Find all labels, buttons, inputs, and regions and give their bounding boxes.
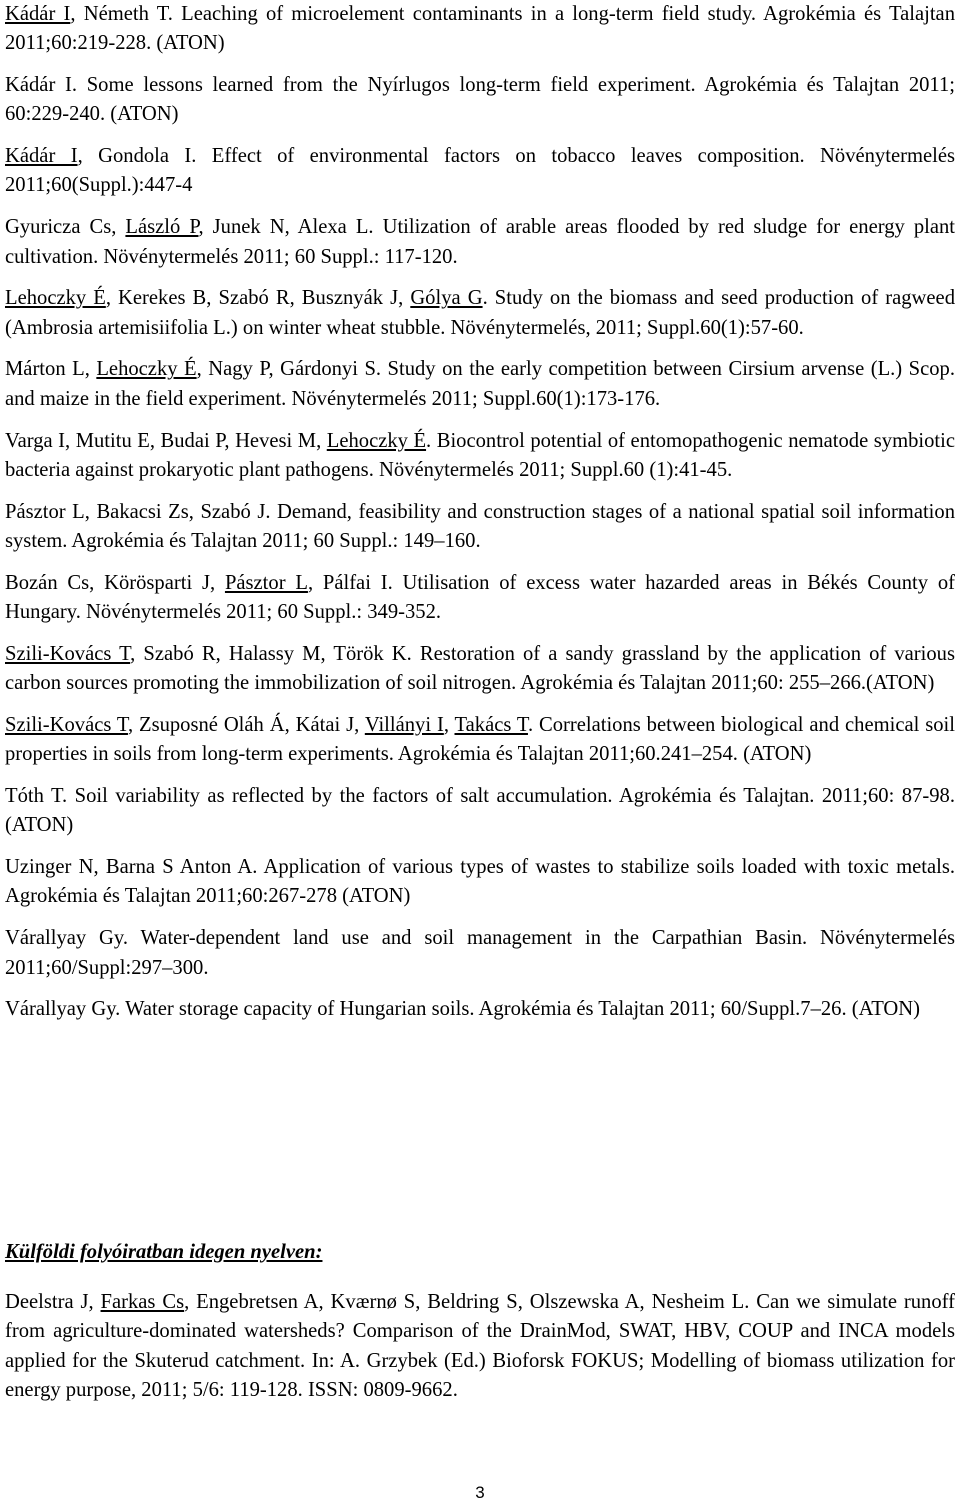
underlined-author: Villányi I — [364, 713, 444, 736]
reference-text: , Junek N, Alexa L. Utilization of arable areas flooded by red sludge for energy plant cultivation. Növénytermelés 2011; 60 Suppl.: 117-120. — [5, 216, 955, 268]
reference-text: Márton L, — [5, 358, 97, 381]
reference-text: , Engebretsen A, Kværnø S, Beldring S, Olszewska A, Nesheim L. Can we simulate runoff from agriculture-dominated watersheds? Comparison of the DrainMod, SWAT, HBV, COUP and INCA models applied for the Skuterud catchment. In: A. Grzybek (Ed.) Bioforsk FOKUS; Modelling of biomass utilization for energy purpose, 2011; 5/6: 119-128. ISSN: 0809-9662. — [5, 1291, 955, 1401]
reference-text: Pásztor L, Bakacsi Zs, Szabó J. Demand, feasibility and construction stages of a national spatial soil information system. Agrokémia és Talajtan 2011; 60 Suppl.: 149–160. — [5, 500, 955, 552]
reference-entry — [5, 995, 955, 1024]
reference-text: Kádár I. Some lessons learned from the Nyírlugos long-term field experiment. Agrokémia és Talajtan 2011; 60:229-240. (ATON) — [5, 74, 955, 126]
reference-text: , Nagy P, Gárdonyi S. Study on the early competition between Cirsium arvense (L.) Scop. and maize in the field experiment. Növénytermelés 2011; Suppl.60(1):173-176. — [5, 358, 955, 410]
reference-text: Várallyay Gy. Water-dependent land use and soil management in the Carpathian Basin. Növénytermelés 2011;60/Suppl:297–300. — [5, 927, 955, 979]
reference-entry — [5, 355, 955, 414]
reference-text: , Gondola I. Effect of environmental factors on tobacco leaves composition. Növénytermelés 2011;60(Suppl.):447-4 — [5, 145, 955, 197]
reference-text: , Kerekes B, Szabó R, Busznyák J, — [105, 287, 411, 310]
reference-entry — [5, 782, 955, 841]
reference-text: Deelstra J, — [5, 1291, 101, 1313]
reference-entry — [5, 142, 955, 201]
reference-entry — [5, 569, 955, 628]
reference-text: , Pálfai I. Utilisation of excess water hazarded areas in Békés County of Hungary. Növénytermelés 2011; 60 Suppl.: 349-352. — [5, 571, 955, 624]
underlined-author: Pásztor L — [224, 571, 308, 594]
reference-entry — [5, 1288, 955, 1405]
reference-text: , Zsuposné Oláh Á, Kátai J, — [127, 713, 365, 736]
reference-entry — [5, 640, 955, 699]
reference-entry — [5, 71, 955, 130]
document-page — [5, 0, 955, 1037]
underlined-author: Kádár I — [5, 3, 71, 25]
underlined-author: Farkas Cs — [100, 1291, 185, 1313]
reference-entry — [5, 427, 955, 486]
underlined-author: Szili-Kovács T — [5, 642, 131, 665]
reference-entry — [5, 853, 955, 912]
reference-entry — [5, 284, 955, 343]
underlined-author: Gólya G — [410, 287, 483, 310]
reference-text: Uzinger N, Barna S Anton A. Application of various types of wastes to stabilize soils loaded with toxic metals. Agrokémia és Talajtan 2011;60:267-278 (ATON) — [5, 856, 955, 908]
reference-text: . Correlations between biological and chemical soil properties in soils from long-term experiments. Agrokémia és Talajtan 2011;60.241–254. (ATON) — [5, 713, 956, 766]
reference-entry — [5, 213, 955, 272]
reference-text: , — [443, 713, 455, 736]
reference-text: , Szabó R, Halassy M, Török K. Restoration of a sandy grassland by the application of various carbon sources promoting the immobilization of soil nitrogen. Agrokémia és Talajtan 2011;60: 255–266.(ATON) — [5, 642, 955, 695]
reference-text: Bozán Cs, Körösparti J, — [5, 571, 225, 594]
reference-text: . Biocontrol potential of entomopathogenic nematode symbiotic bacteria against prokaryotic plant pathogens. Növénytermelés 2011; Suppl.60 (1):41-45. — [5, 429, 955, 481]
underlined-author: Lehoczky É — [96, 358, 197, 381]
reference-text: Tóth T. Soil variability as reflected by the factors of salt accumulation. Agrokémia és Talajtan. 2011;60: 87-98. (ATON) — [5, 785, 955, 837]
foreign-reference-list — [5, 1288, 955, 1418]
reference-text: , Németh T. Leaching of microelement contaminants in a long-term field study. Agrokémia és Talajtan 2011;60:219-228. (ATON) — [5, 3, 955, 55]
reference-entry — [5, 711, 955, 770]
reference-list — [5, 0, 955, 1025]
reference-entry — [5, 924, 955, 983]
underlined-author: Lehoczky É — [5, 287, 106, 310]
reference-text: Varga I, Mutitu E, Budai P, Hevesi M, — [5, 429, 327, 452]
underlined-author: Takács T — [454, 713, 528, 736]
reference-text: Várallyay Gy. Water storage capacity of Hungarian soils. Agrokémia és Talajtan 2011; 60/Suppl.7–26. (ATON) — [5, 998, 921, 1021]
page-number: 3 — [475, 1483, 485, 1502]
section-heading: Külföldi folyóiratban idegen nyelven: — [5, 1241, 323, 1263]
underlined-author: Kádár I — [5, 145, 78, 168]
reference-text: Gyuricza Cs, — [5, 216, 126, 239]
underlined-author: László P — [125, 216, 199, 239]
reference-entry — [5, 498, 955, 557]
reference-entry — [5, 0, 955, 59]
reference-text: . Study on the biomass and seed production of ragweed (Ambrosia artemisiifolia L.) on winter wheat stubble. Növénytermelés, 2011; Suppl.60(1):57-60. — [5, 287, 955, 339]
underlined-author: Lehoczky É — [326, 429, 427, 452]
underlined-author: Szili-Kovács T — [5, 713, 128, 736]
